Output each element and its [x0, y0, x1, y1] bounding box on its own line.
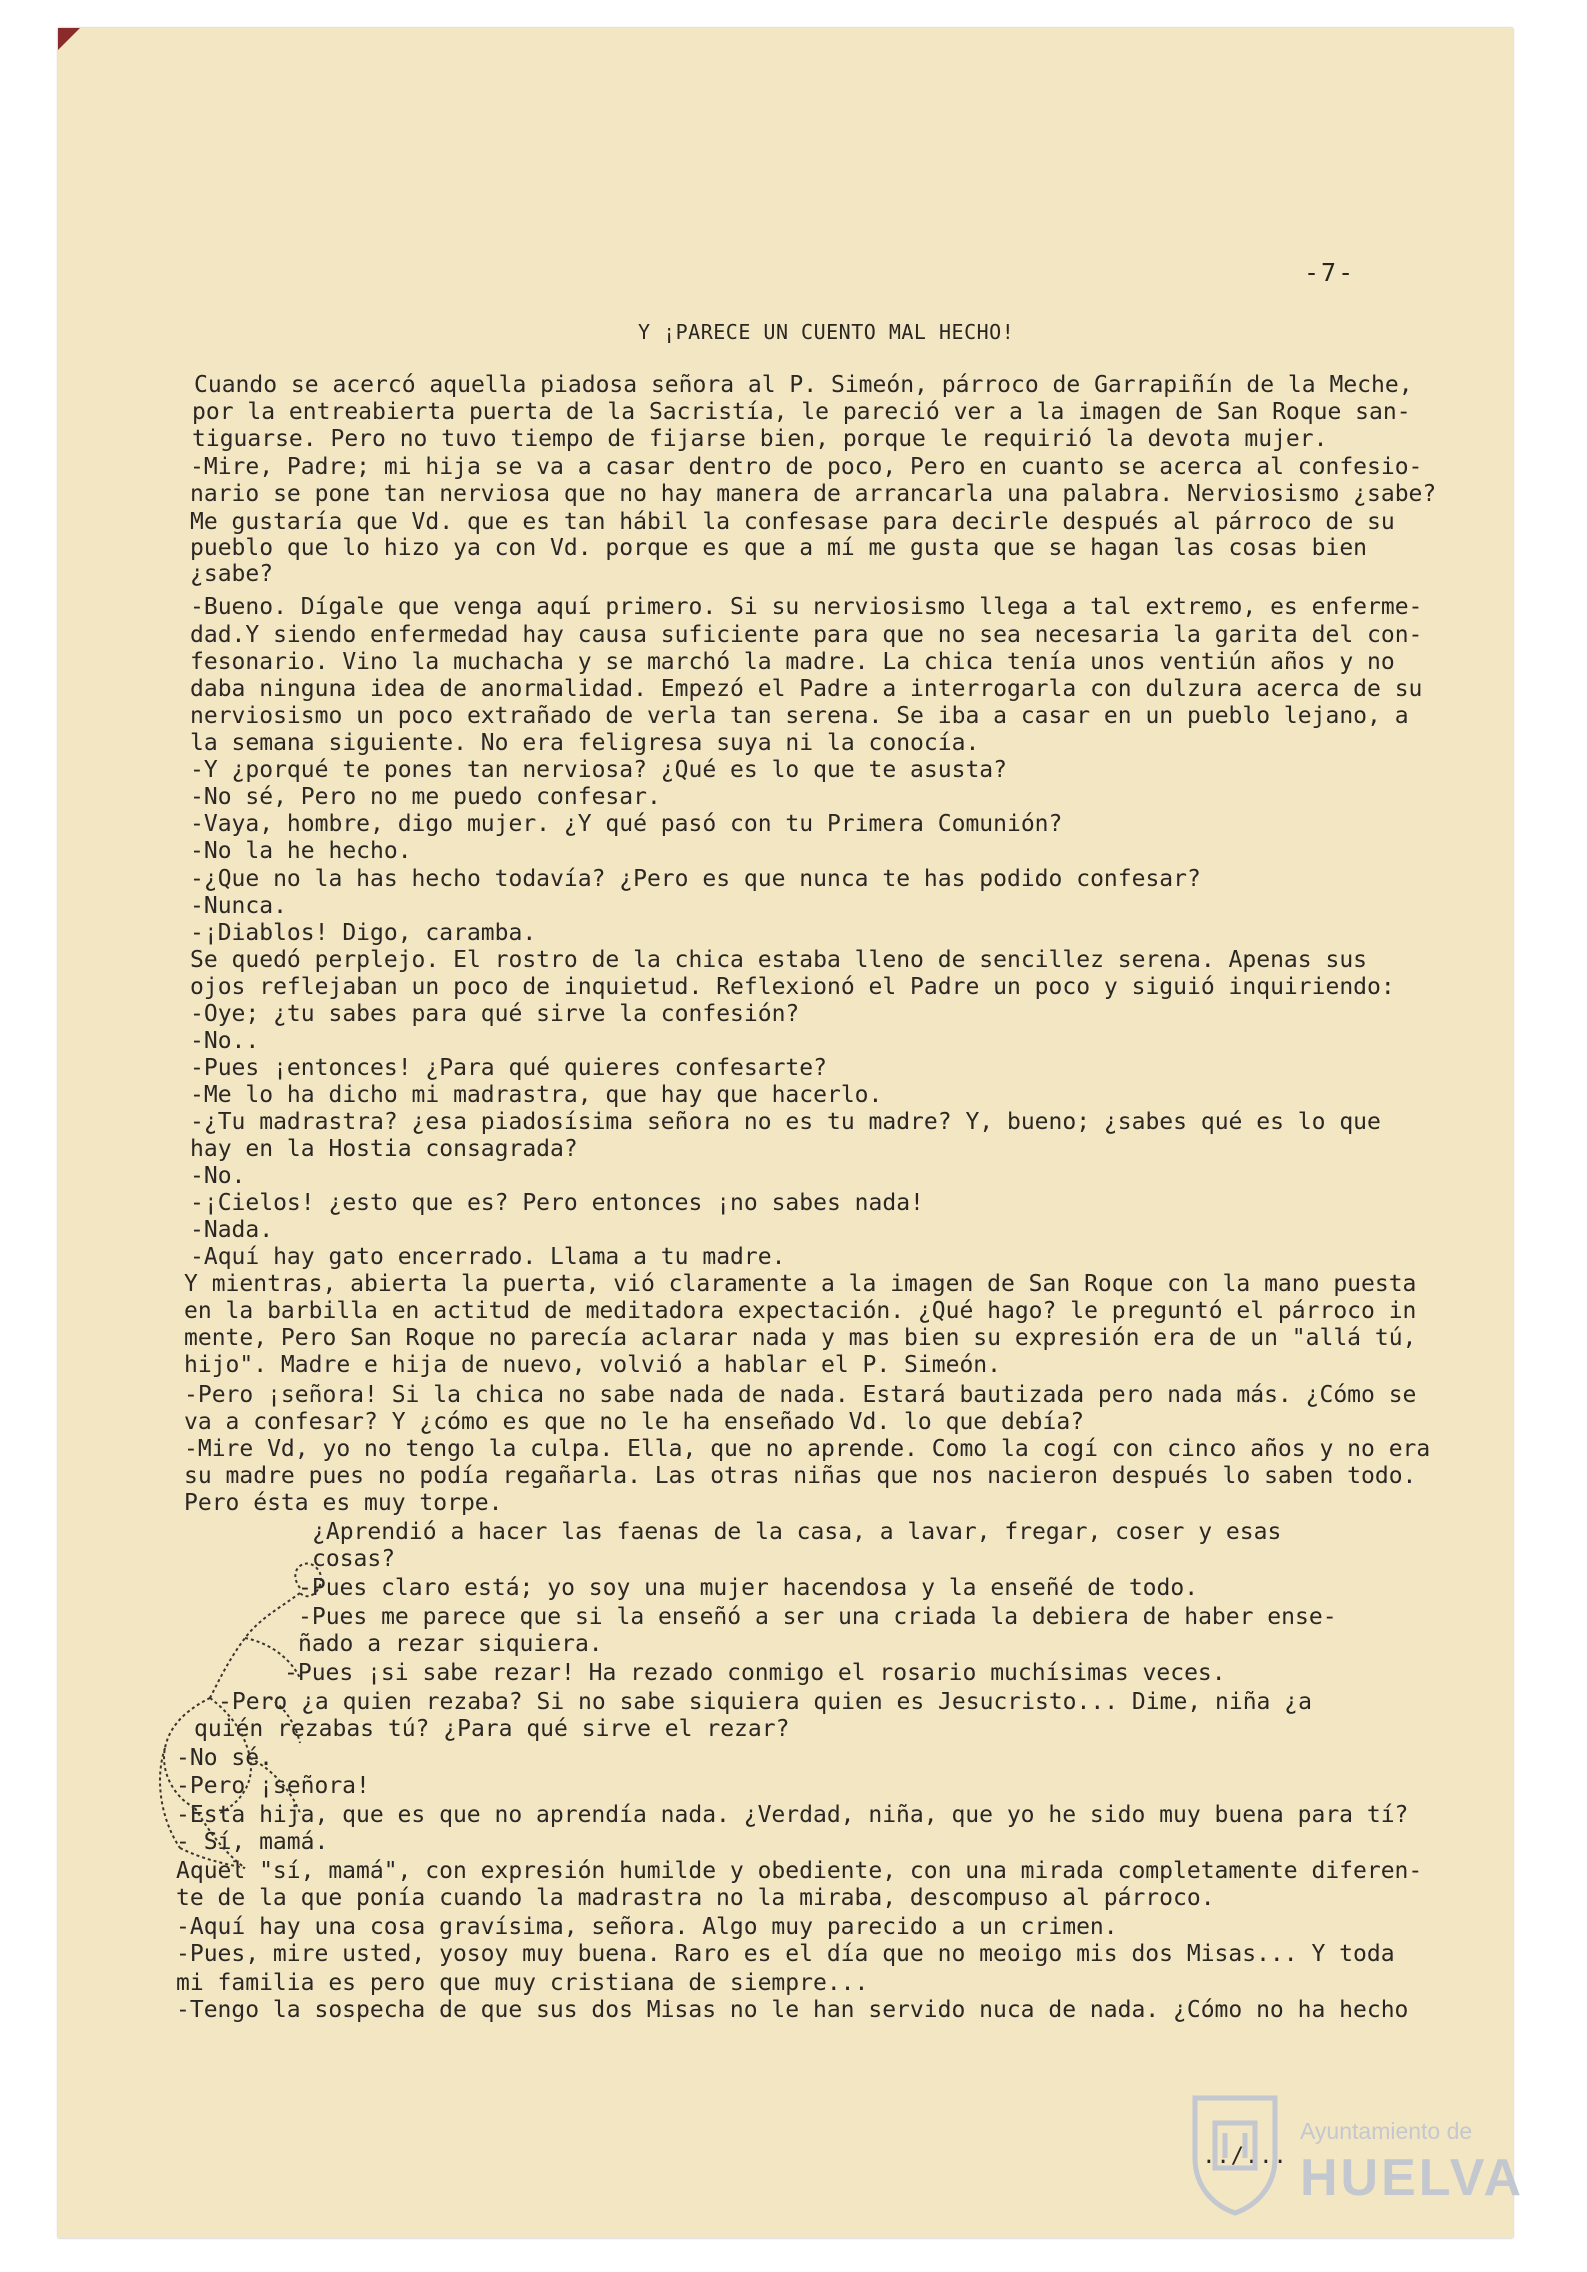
coat-of-arms-icon — [1180, 2088, 1290, 2218]
text-line: va a confesar? Y ¿cómo es que no le ha enseñado Vd. lo que debía? — [184, 1409, 1085, 1435]
text-line: dad.Y siendo enfermedad hay causa suficiente para que no sea necesaria la garita del con- — [190, 622, 1423, 648]
text-line: te de la que ponía cuando la madrastra no la miraba, descompuso al párroco. — [176, 1885, 1215, 1911]
watermark-line1: Ayuntamiento de — [1300, 2118, 1473, 2144]
text-line: -Nada. — [190, 1217, 274, 1243]
text-line: en la barbilla en actitud de meditadora expectación. ¿Qué hago? le preguntó el párroco in — [184, 1298, 1417, 1324]
text-line: -No sé, Pero no me puedo confesar. — [190, 784, 661, 810]
text-line: Pero ésta es muy torpe. — [184, 1490, 503, 1516]
continuation-mark: .../... — [1188, 2144, 1288, 2169]
text-line: -¡Cielos! ¿esto que es? Pero entonces ¡no sabes nada! — [190, 1190, 924, 1216]
text-line: hay en la Hostia consagrada? — [190, 1136, 578, 1162]
text-line: mente, Pero San Roque no parecía aclarar nada y mas bien su expresión era de un "allá tú, — [184, 1325, 1417, 1351]
text-line: cosas? — [312, 1546, 396, 1572]
text-line: hijo". Madre e hija de nuevo, volvió a hablar el P. Simeón. — [184, 1352, 1001, 1378]
text-line: daba ninguna idea de anormalidad. Empezó el Padre a interrogarla con dulzura acerca de su — [190, 676, 1423, 702]
text-line: -Y ¿porqué te pones tan nerviosa? ¿Qué es lo que te asusta? — [190, 757, 1007, 783]
text-line: -No. — [190, 1163, 246, 1189]
text-line: -Nunca. — [190, 893, 287, 919]
text-line: -Pero ¡señora! Si la chica no sabe nada de nada. Estará bautizada pero nada más. ¿Cómo se — [184, 1382, 1417, 1408]
text-line: Me gustaría que Vd. que es tan hábil la confesase para decirle después al párroco de su — [190, 509, 1395, 535]
text-line: nerviosismo un poco extrañado de verla tan serena. Se iba a casar en un pueblo lejano, a — [190, 703, 1409, 729]
text-line: -¡Diablos! Digo, caramba. — [190, 920, 537, 946]
text-line: tiguarse. Pero no tuvo tiempo de fijarse bien, porque le requirió la devota mujer. — [192, 426, 1328, 452]
text-line: -No sé. — [176, 1745, 273, 1771]
text-line: pueblo que lo hizo ya con Vd. porque es que a mí me gusta que se hagan las cosas bien — [190, 535, 1368, 561]
text-line: -Pero ¡señora! — [176, 1773, 370, 1799]
text-line: Cuando se acercó aquella piadosa señora al P. Simeón, párroco de Garrapiñín de la Meche, — [194, 372, 1413, 398]
text-line: ojos reflejaban un poco de inquietud. Reflexionó el Padre un poco y siguió inquiriendo: — [190, 974, 1395, 1000]
text-line: -Aquí hay gato encerrado. Llama a tu madre. — [190, 1244, 786, 1270]
text-line: -Mire Vd, yo no tengo la culpa. Ella, que no aprende. Como la cogí con cinco años y no era — [184, 1436, 1431, 1462]
text-line: - Sí, mamá. — [176, 1829, 329, 1855]
text-line: -Pero ¿a quien rezaba? Si no sabe siquiera quien es Jesucristo... Dime, niña ¿a — [218, 1689, 1312, 1715]
text-line: nario se pone tan nerviosa que no hay manera de arrancarla una palabra. Nerviosismo ¿sabe? — [190, 481, 1437, 507]
page-number: -7- — [1304, 258, 1356, 287]
watermark-line2: HUELVA — [1300, 2149, 1525, 2207]
text-line: -Pues ¡entonces! ¿Para qué quieres confesarte? — [190, 1055, 827, 1081]
text-line: Se quedó perplejo. El rostro de la chica estaba lleno de sencillez serena. Apenas sus — [190, 947, 1368, 973]
text-line: -Pues, mire usted, yosoy muy buena. Raro es el día que no meoigo mis dos Misas... Y toda — [176, 1941, 1395, 1967]
text-line: ¿sabe? — [190, 561, 274, 587]
text-line: ñado a rezar siquiera. — [298, 1631, 603, 1657]
text-line: su madre pues no podía regañarla. Las otras niñas que nos nacieron después lo saben todo. — [184, 1463, 1417, 1489]
document-title: Y ¡PARECE UN CUENTO MAL HECHO! — [638, 320, 1015, 344]
text-line: -¿Que no la has hecho todavía? ¿Pero es que nunca te has podido confesar? — [190, 866, 1201, 892]
text-line: -¿Tu madrastra? ¿esa piadosísima señora no es tu madre? Y, bueno; ¿sabes qué es lo que — [190, 1109, 1381, 1135]
text-line: Y mientras, abierta la puerta, vió claramente a la imagen de San Roque con la mano puesta — [184, 1271, 1417, 1297]
text-line: -Oye; ¿tu sabes para qué sirve la confesión? — [190, 1001, 800, 1027]
text-line: -Pues ¡si sabe rezar! Ha rezado conmigo el rosario muchísimas veces. — [284, 1660, 1226, 1686]
text-line: -Vaya, hombre, digo mujer. ¿Y qué pasó con tu Primera Comunión? — [190, 811, 1063, 837]
text-line: -Esta hija, que es que no aprendía nada. ¿Verdad, niña, que yo he sido muy buena para tí? — [176, 1802, 1409, 1828]
page-corner-fold — [58, 28, 80, 50]
text-line: -Mire, Padre; mi hija se va a casar dentro de poco, Pero en cuanto se acerca al confesio- — [190, 454, 1423, 480]
text-line: -Me lo ha dicho mi madrastra, que hay que hacerlo. — [190, 1082, 883, 1108]
text-line: ¿Aprendió a hacer las faenas de la casa, a lavar, fregar, coser y esas — [312, 1519, 1282, 1545]
text-line: la semana siguiente. No era feligresa suya ni la conocía. — [190, 730, 980, 756]
text-line: -Tengo la sospecha de que sus dos Misas no le han servido nuca de nada. ¿Cómo no ha hecho — [176, 1997, 1409, 2023]
text-line: -No.. — [190, 1028, 260, 1054]
text-line: -Aquí hay una cosa gravísima, señora. Algo muy parecido a un crimen. — [176, 1914, 1118, 1940]
document-page — [58, 28, 1513, 2238]
text-line: Aquel "sí, mamá", con expresión humilde y obediente, con una mirada completamente diferen- — [176, 1858, 1423, 1884]
text-line: por la entreabierta puerta de la Sacristía, le pareció ver a la imagen de San Roque san- — [192, 399, 1411, 425]
text-line: fesonario. Vino la muchacha y se marchó la madre. La chica tenía unos ventiún años y no — [190, 649, 1395, 675]
text-line: quién rezabas tú? ¿Para qué sirve el rezar? — [194, 1716, 790, 1742]
watermark — [1180, 2088, 1525, 2218]
text-line: -Pues claro está; yo soy una mujer hacendosa y la enseñé de todo. — [298, 1575, 1199, 1601]
text-line: mi familia es pero que muy cristiana de siempre... — [176, 1970, 869, 1996]
text-line: -No la he hecho. — [190, 838, 412, 864]
sketch-illustration — [150, 1548, 330, 1878]
text-line: -Bueno. Dígale que venga aquí primero. Si su nerviosismo llega a tal extremo, es enferme- — [190, 594, 1423, 620]
text-line: -Pues me parece que si la enseñó a ser una criada la debiera de haber ense- — [298, 1604, 1337, 1630]
